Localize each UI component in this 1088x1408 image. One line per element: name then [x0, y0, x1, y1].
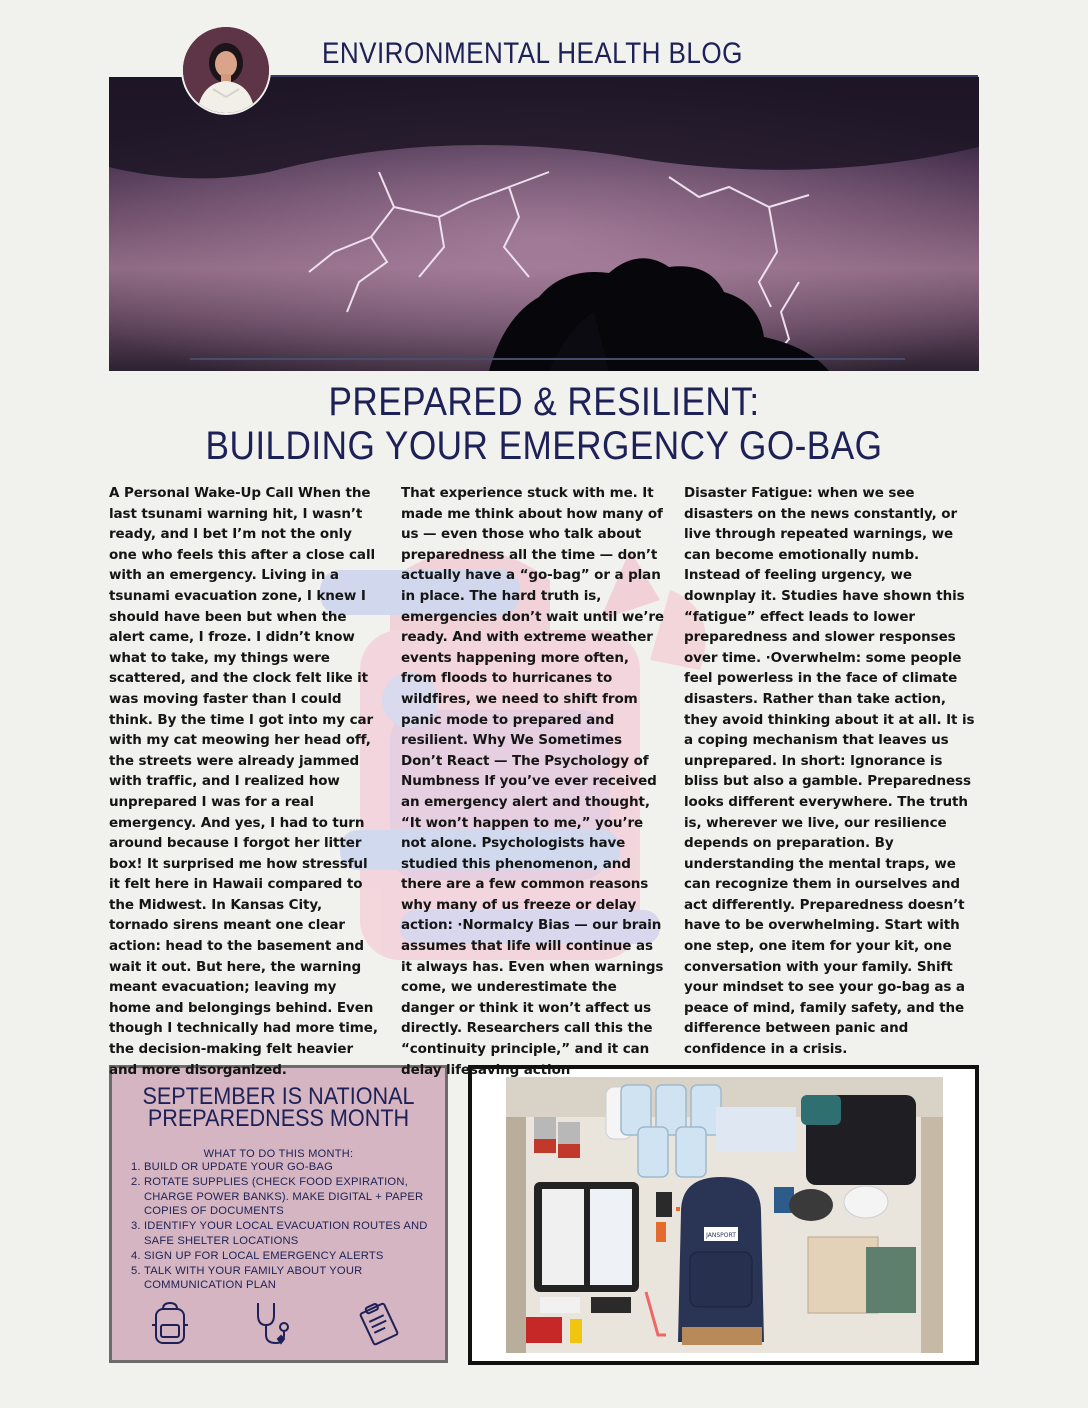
- hero-storm-image: [109, 77, 979, 371]
- article-headline: [109, 380, 979, 468]
- list-item: 1. BUILD OR UPDATE YOUR GO-BAG: [144, 1160, 445, 1175]
- list-item: 5. TALK WITH YOUR FAMILY ABOUT YOUR COMMUNICATION PLAN: [144, 1264, 445, 1294]
- headline-line-1: PREPARED & RESILIENT:: [328, 380, 760, 424]
- column-3-text: Disaster Fatigue: when we see disasters on the news constantly, or live through repeated warnings, we can become emotionally numb. Instead of feeling urgency, we downplay it. Studies have shown this “fatigue” effect leads to lower preparedness and slower responses over time. ·Overwhelm: some people feel powerless in the face of climate disasters. Rather than take action, they avoid thinking about it at all. It is a coping mechanism that leaves us unprepared. In short: Ignorance is bliss but also a gamble. Preparedness looks different everywhere. The truth is, wherever we live, our resilience depends on preparation. By understanding the mental traps, we can recognize them in ourselves and act differently. Preparedness doesn’t have to be overwhelming. Start with one step, one item for your kit, one conversation with your family. Shift your mindset to see your go-bag as a peace of mind, family safety, and the difference between panic and confidence in a crisis.: [684, 485, 975, 1058]
- stethoscope-icon: [252, 1301, 294, 1347]
- headline-line-2: BUILDING YOUR EMERGENCY GO-BAG: [205, 424, 883, 468]
- preparedness-month-box: [109, 1065, 448, 1363]
- column-1-text: A Personal Wake-Up Call When the last tsunami warning hit, I wasn’t ready, and I bet I’m not the only one who feels this after a close call with an emergency. Living in a tsunami evacuation zone, I knew I should have been but when the alert came, I froze. I didn’t know what to take, my things were scattered, and the clock felt like it was moving faster than I could think. By the time I got into my car with my cat meowing her head off, the streets were already jammed with traffic, and I realized how unprepared I was for a real emergency. And yes, I had to turn around because I forgot her litter box! It surprised me how stressful it felt here in Hawaii compared to the Midwest. In Kansas City, tornado sirens meant one clear action: head to the basement and wait it out. But here, the warning meant evacuation; leaving my home and belongings behind. Even though I technically had more time, the decision-making felt heavier and more disorganized.: [109, 485, 378, 1078]
- list-item: 2. ROTATE SUPPLIES (CHECK FOOD EXPIRATION, CHARGE POWER BANKS). MAKE DIGITAL + PAPER COPIES OF DOCUMENTS: [144, 1175, 445, 1219]
- box-title: [112, 1083, 445, 1132]
- clipboard-icon: [357, 1301, 401, 1347]
- go-bag-photo: [506, 1077, 943, 1353]
- box-title-line-2: PREPAREDNESS MONTH: [147, 1105, 410, 1132]
- hero-caption-rule: [190, 358, 905, 360]
- column-2-text: That experience stuck with me. It made me think about how many of us — even those who talk about preparedness all the time — don’t actually have a “go-bag” or a plan in place. The hard truth is, emergencies don’t wait until we’re ready. And with extreme weather events happening more often, from floods to hurricanes to wildfires, we need to shift from panic mode to prepared and resilient. Why We Sometimes Don’t React — The Psychology of Numbness If you’ve ever received an emergency alert and thought, “It won’t happen to me,” you’re not alone. Psychologists have studied this phenomenon, and there are a few common reasons why many of us freeze or delay action: ·Normalcy Bias — our brain assumes that life will continue as it always has. Even when warnings come, we underestimate the danger or think it won’t affect us directly. Researchers call this the “continuity principle,” and it can delay lifesaving action: [401, 485, 664, 1078]
- list-item: 4. SIGN UP FOR LOCAL EMERGENCY ALERTS: [144, 1249, 445, 1264]
- article-column-3: [684, 483, 976, 1060]
- backpack-icon: [150, 1301, 190, 1347]
- article-column-1: [109, 483, 381, 1080]
- todo-list: [112, 1160, 445, 1293]
- box-subtitle: WHAT TO DO THIS MONTH:: [203, 1148, 354, 1160]
- go-bag-photo-frame: [468, 1065, 979, 1365]
- box-icon-row: [112, 1301, 445, 1351]
- article-column-2: [401, 483, 666, 1080]
- blog-title: ENVIRONMENTAL HEALTH BLOG: [322, 37, 743, 70]
- box-title-line-1: SEPTEMBER IS NATIONAL: [142, 1083, 415, 1110]
- list-item: 3. IDENTIFY YOUR LOCAL EVACUATION ROUTES AND SAFE SHELTER LOCATIONS: [144, 1219, 445, 1249]
- author-avatar: [183, 27, 269, 113]
- backpack-brand-label: JANSPORT: [706, 1232, 736, 1239]
